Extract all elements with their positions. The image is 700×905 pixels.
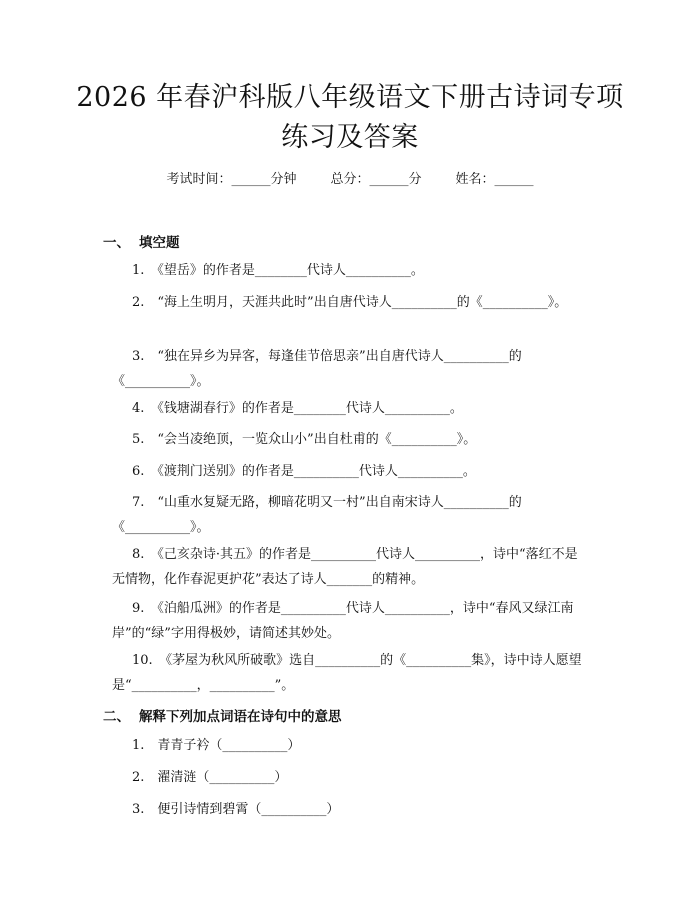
explain-question-3: 3. 便引诗情到碧霄（__________） — [132, 802, 340, 817]
title-line-2: 练习及答案 — [281, 122, 419, 153]
section-number: 二、 — [103, 709, 130, 725]
question-7: 7. “山重水复疑无路，柳暗花明又一村”出自南宋诗人__________的《__________》。 — [112, 495, 522, 535]
document-title — [60, 78, 640, 158]
section-heading-fill-blank — [103, 231, 180, 251]
question-1: 1. 《望岳》的作者是________代诗人__________。 — [132, 263, 424, 278]
question-6: 6. 《渡荆门送别》的作者是__________代诗人__________。 — [132, 464, 476, 479]
total-score: 总分：______分 — [330, 172, 422, 187]
section-title: 填空题 — [139, 235, 180, 251]
section-number: 一、 — [103, 235, 130, 251]
question-4: 4. 《钱塘湖春行》的作者是________代诗人__________。 — [132, 401, 463, 416]
question-9: 9. 《泊船瓜洲》的作者是__________代诗人__________，诗中“春风又绿江南岸”的“绿”字用得极妙，请简述其妙处。 — [112, 601, 574, 641]
explain-question-1: 1. 青青子衿（__________） — [132, 738, 301, 753]
section-title: 解释下列加点词语在诗句中的意思 — [139, 709, 342, 725]
question-2: 2. “海上生明月，天涯共此时”出自唐代诗人__________的《__________》。 — [132, 295, 568, 310]
exam-info-line — [0, 168, 700, 187]
question-8: 8. 《己亥杂诗·其五》的作者是__________代诗人__________，诗中“落红不是无情物，化作春泥更护花”表达了诗人_______的精神。 — [112, 547, 578, 587]
question-3: 3. “独在异乡为异客，每逢佳节倍思亲”出自唐代诗人__________的《__________》。 — [112, 349, 522, 389]
student-name: 姓名：______ — [455, 172, 534, 187]
section-heading-explain — [103, 705, 342, 725]
explain-question-2: 2. 濯清涟（__________） — [132, 770, 288, 785]
question-5: 5. “会当凌绝顶，一览众山小”出自杜甫的《__________》。 — [132, 432, 477, 447]
title-line-1: 2026 年春沪科版八年级语文下册古诗词专项 — [76, 82, 624, 113]
question-10: 10. 《茅屋为秋风所破歌》选自__________的《__________集》，诗中诗人愿望是“__________，__________”。 — [112, 653, 582, 693]
exam-time: 考试时间：______分钟 — [166, 172, 297, 187]
